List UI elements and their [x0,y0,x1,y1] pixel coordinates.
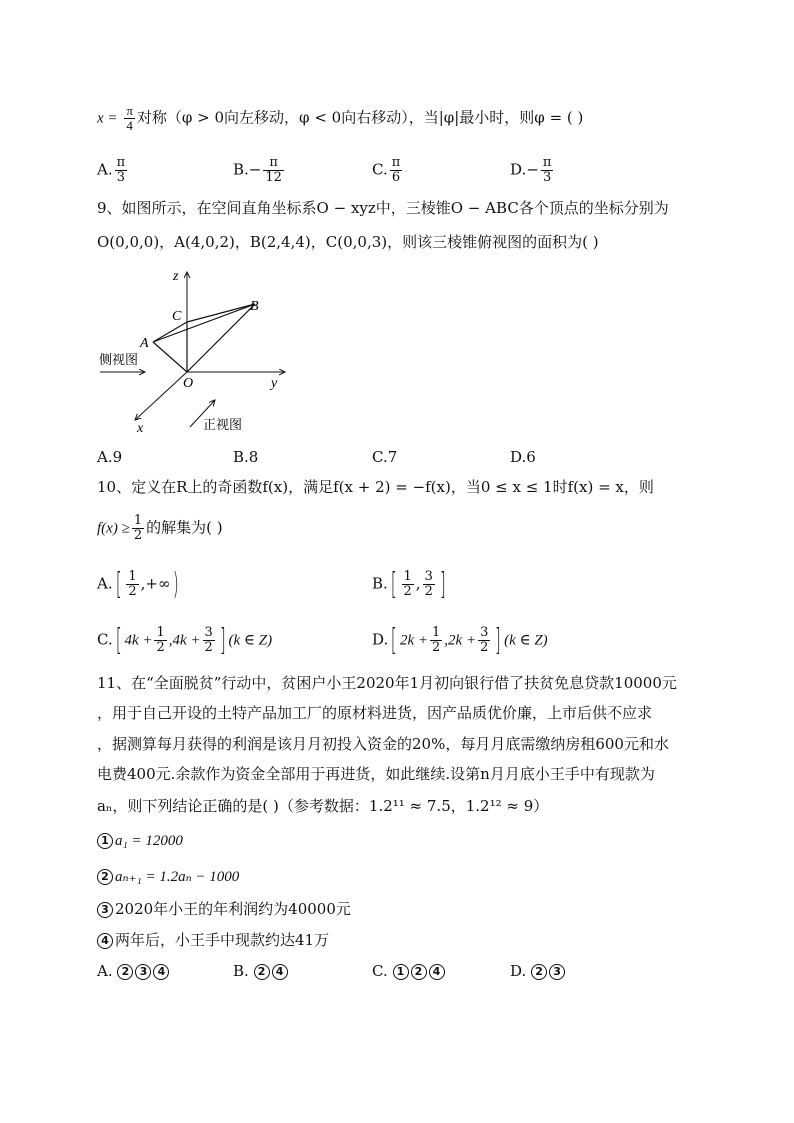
label-side-view: 侧视图 [99,353,139,368]
edge-ob [187,304,255,372]
q11-line4: 电费400元.余款作为资金全部用于再进货，如此继续.设第n月月底小王手中有现款为 [97,765,655,783]
q8-option-d[interactable]: D.− $\frac{\pi}{3}$ [510,155,552,185]
q9-option-a[interactable]: A.9 [97,448,123,466]
q11-option-d[interactable]: D. 2 3 [510,961,567,981]
edge-ab [153,304,255,342]
edge-oa [153,342,187,372]
q11-statement-1: 1 a₁ = 12000 [97,830,183,851]
label-a: A [140,336,149,351]
label-c: C [172,309,182,324]
q8-option-c[interactable]: C. $\frac{\pi}{6}$ [372,155,401,185]
label-x: x [137,421,144,436]
q10-line2: f(x) ≥ $\frac{1}{2}$ 的解集为( ) [97,513,223,543]
q10-option-a[interactable]: A.[ $\frac{1}{2}$ ,+∞) [97,566,180,602]
q11-line2: ，用于自己开设的土特产品加工厂的原材料进货，因产品质优价廉，上市后供不应求 [97,704,653,722]
q8-x-eq: x = [97,110,118,127]
q8-option-a[interactable]: A. $\frac{\pi}{3}$ [97,155,126,185]
q8-tail-line [97,104,583,133]
q10-option-b[interactable]: B.[ $\frac{1}{2}$ , $\frac{3}{2}$ ] [372,566,446,602]
q8-option-b[interactable]: B.− $\frac{\pi}{12}$ [233,155,282,185]
q8-pi-over-4: $\frac{\pi}{4}$ [126,103,133,133]
edge-bc [187,304,255,322]
q11-option-c[interactable]: C. 1 2 4 [372,961,447,981]
q11-option-b[interactable]: B. 2 4 [233,961,290,981]
q11-statement-4: 4 两年后，小王手中现款约达41万 [97,930,329,950]
q11-statement-3: 3 2020年小王的年利润约为40000元 [97,899,351,919]
q9-line2: O(0,0,0)，A(4,0,2)，B(2,4,4)，C(0,0,3)，则该三棱锥俯视图的面积为( ) [97,233,599,251]
label-o: O [183,376,194,391]
q9-option-d[interactable]: D.6 [510,448,536,466]
q10-line1: 10、定义在R上的奇函数f(x)，满足f(x + 2) = −f(x)，当0 ≤ x ≤ 1时f(x) = x，则 [97,478,654,496]
q8-tail-text: 对称（φ > 0向左移动，φ < 0向右移动），当|φ|最小时，则φ = ( ) [136,108,584,127]
label-y: y [271,376,278,391]
q11-line3: ，据测算每月获得的利润是该月月初投入资金的20%，每月月底需缴纳房租600元和水 [97,735,669,753]
q11-statement-2: 2 aₙ₊₁ = 1.2aₙ − 1000 [97,866,239,887]
label-b: B [250,299,259,314]
q11-option-a[interactable]: A. 2 3 4 [97,961,171,981]
q9-line1: 9、如图所示，在空间直角坐标系O − xyz中，三棱锥O − ABC各个顶点的坐标分别为 [97,199,669,217]
q10-option-c[interactable]: C.[ 4k + $\frac{1}{2}$ ,4k + $\frac{3}{2}$ ] (k ∈ Z) [97,622,273,658]
label-front-view: 正视图 [203,418,243,433]
q9-option-b[interactable]: B.8 [233,448,259,466]
q11-line1: 11、在“全面脱贫”行动中，贫困户小王2020年1月初向银行借了扶贫免息贷款10000元 [97,674,677,692]
q10-option-d[interactable]: D.[ 2k + $\frac{1}{2}$ ,2k + $\frac{3}{2}$ ] (k ∈ Z) [372,622,548,658]
x-axis [135,372,187,420]
q11-line5: aₙ，则下列结论正确的是( )（参考数据：1.2¹¹ ≈ 7.5，1.2¹² ≈ 9） [97,797,549,815]
label-z: z [173,269,179,284]
q9-figure [95,262,295,437]
edge-ac [153,322,187,342]
q9-option-c[interactable]: C.7 [372,448,398,466]
